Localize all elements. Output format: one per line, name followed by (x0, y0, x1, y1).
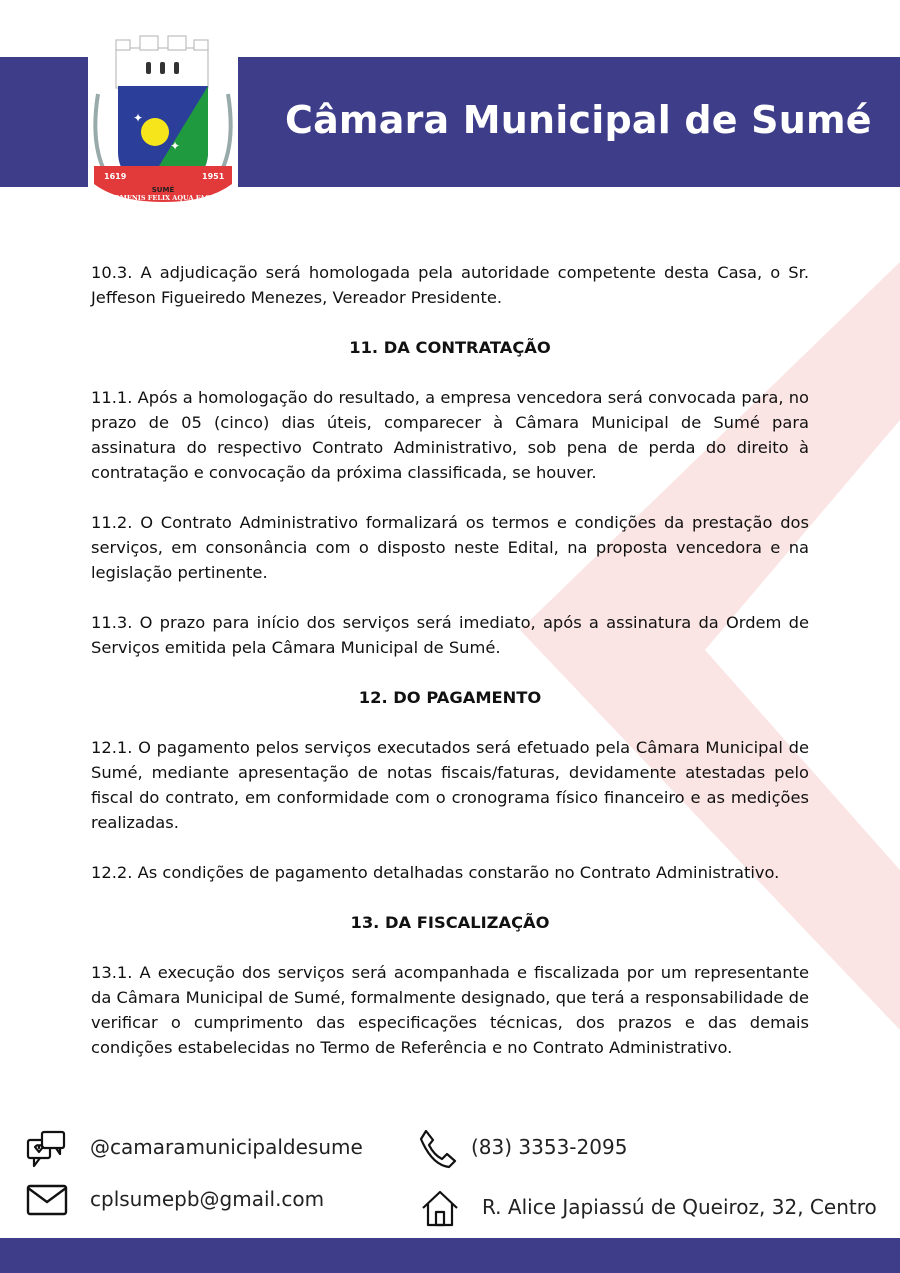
paragraph-12-2: 12.2. As condições de pagamento detalhadas constarão no Contrato Administrativo. (91, 863, 780, 882)
municipal-crest-logo (88, 34, 238, 214)
crest-motto: HOMENIS FELIX AQUA FACIT (107, 194, 219, 202)
paragraph-10-3: 10.3. A adjudicação será homologada pela autoridade competente desta Casa, o Sr. Jeffeson Figueiredo Menezes, Vereador Presidente. (91, 263, 809, 307)
svg-text:✦: ✦ (133, 111, 144, 125)
paragraph-11-2: 11.2. O Contrato Administrativo formalizará os termos e condições da prestação dos serviços, em consonância com o disposto neste Edital, na proposta vencedora e na legislação pertinente. (91, 513, 809, 582)
phone-icon (418, 1128, 458, 1170)
social-handle[interactable]: @camaramunicipaldesume (90, 1135, 363, 1159)
home-icon (420, 1188, 460, 1228)
email-icon (26, 1184, 68, 1216)
document-body (91, 260, 809, 1085)
phone-number[interactable]: (83) 3353-2095 (471, 1135, 628, 1159)
page-title: Câmara Municipal de Sumé (285, 98, 872, 142)
section-heading-13: 13. DA FISCALIZAÇÃO (350, 913, 550, 932)
street-address: R. Alice Japiassú de Queiroz, 32, Centro (482, 1195, 877, 1219)
crest-name: SUMÉ (151, 186, 175, 194)
section-heading-12: 12. DO PAGAMENTO (358, 688, 542, 707)
section-heading-11: 11. DA CONTRATAÇÃO (349, 338, 551, 357)
crest-year-right: 1951 (202, 172, 225, 181)
svg-text:✦: ✦ (170, 139, 181, 153)
footer-band (0, 1238, 900, 1273)
paragraph-13-1: 13.1. A execução dos serviços será acompanhada e fiscalizada por um representante da Câmara Municipal de Sumé, formalmente designado, que terá a responsabilidade de verificar o cumprimento das especificações técnicas, dos prazos e das demais condições estabelecidas no Termo de Referência e no Contrato Administrativo. (91, 963, 809, 1057)
paragraph-11-3: 11.3. O prazo para início dos serviços será imediato, após a assinatura da Ordem de Serviços emitida pela Câmara Municipal de Sumé. (91, 613, 809, 657)
paragraph-12-1: 12.1. O pagamento pelos serviços executados será efetuado pela Câmara Municipal de Sumé, mediante apresentação de notas fiscais/faturas, devidamente atestadas pelo fiscal do contrato, em conformidade com o cronograma físico financeiro e as medições realizadas. (91, 738, 809, 832)
paragraph-11-1: 11.1. Após a homologação do resultado, a empresa vencedora será convocada para, no prazo de 05 (cinco) dias úteis, comparecer à Câmara Municipal de Sumé para assinatura do respectivo Contrato Administrativo, sob pena de perda do direito à contratação e convocação da próxima classificada, se houver. (91, 388, 809, 482)
crest-year-left: 1619 (104, 172, 127, 181)
email-address[interactable]: cplsumepb@gmail.com (90, 1187, 325, 1211)
social-chat-icon (26, 1128, 68, 1170)
